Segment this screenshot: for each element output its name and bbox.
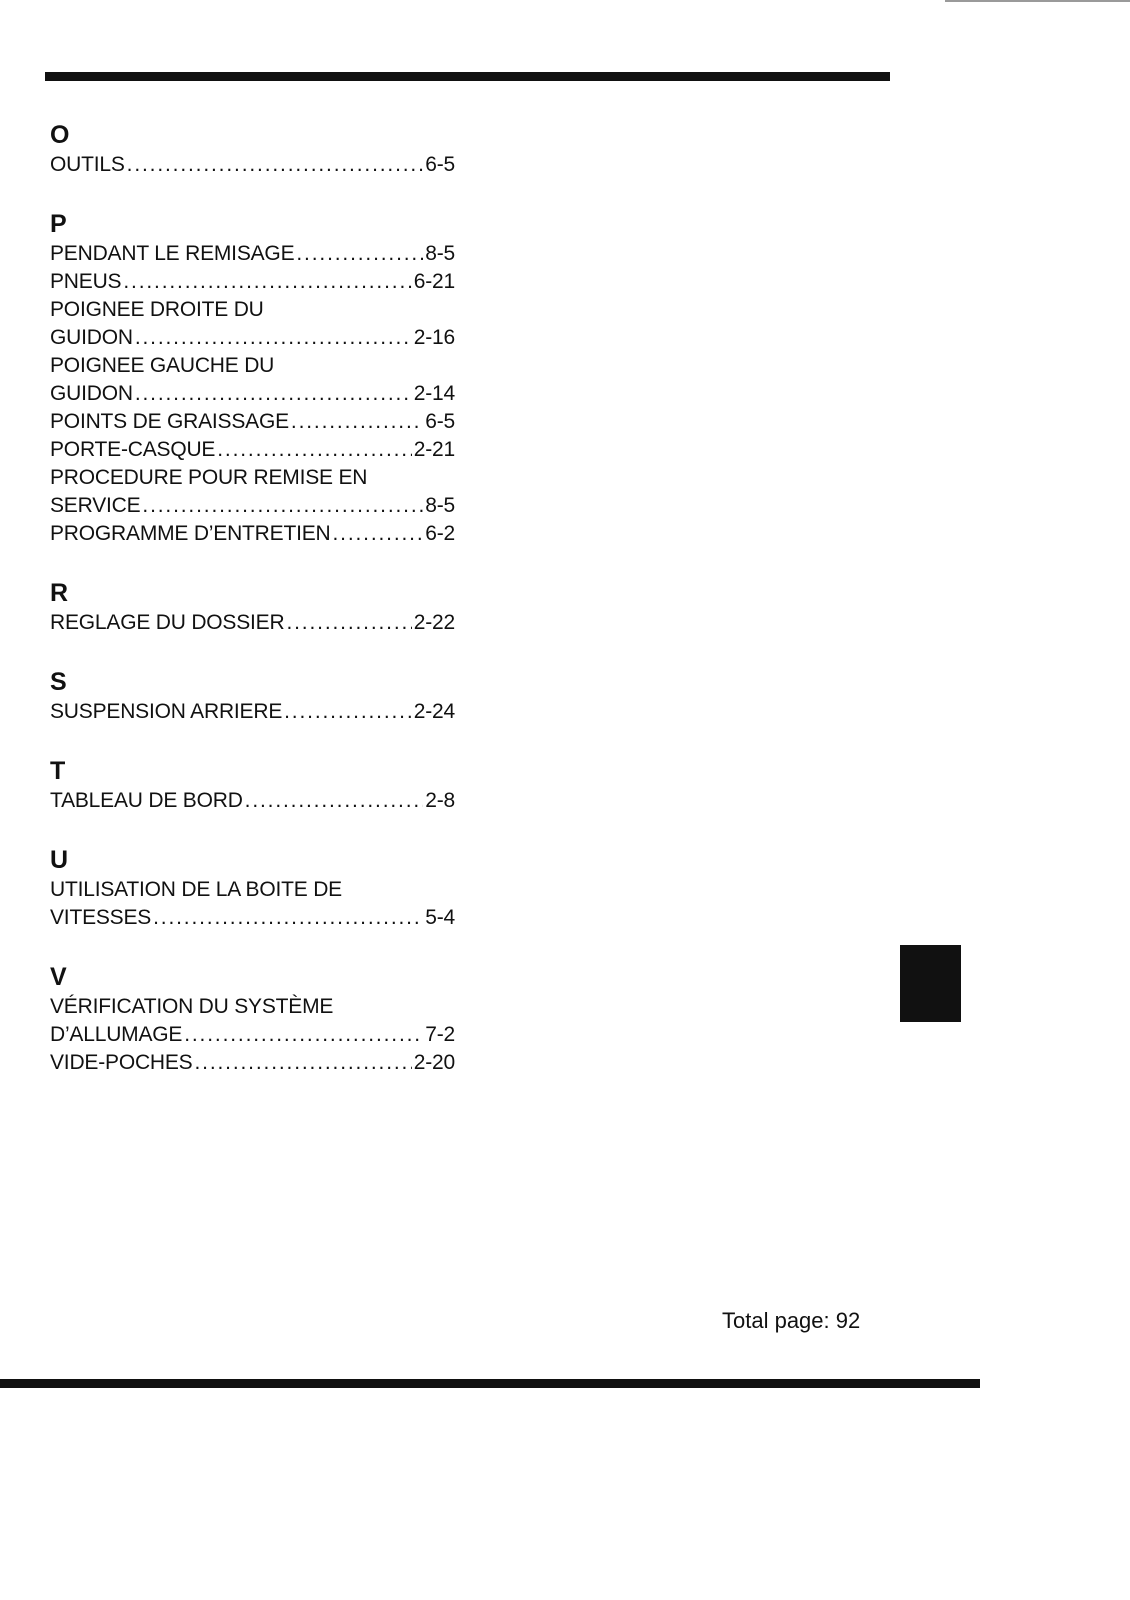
index-section [50, 844, 455, 932]
page-reference: 2-14 [413, 382, 455, 405]
page-reference: 6-21 [413, 270, 455, 293]
page-reference: 2-20 [413, 1051, 455, 1074]
page-reference: 2-8 [425, 789, 455, 812]
page-reference: 8-5 [425, 494, 455, 517]
entry-text: TABLEAU DE BORD [50, 789, 243, 812]
page-reference: 6-5 [425, 410, 455, 433]
dot-leader [284, 698, 412, 726]
entry-line [50, 151, 455, 179]
chapter-thumb-tab [900, 945, 961, 1022]
index-entry [50, 609, 455, 637]
entry-text: SERVICE [50, 494, 141, 517]
index-entry [50, 352, 455, 408]
dot-leader [127, 151, 424, 179]
index-entry [50, 296, 455, 352]
entry-line [50, 268, 455, 296]
page-reference: 5-4 [425, 906, 455, 929]
index-entry [50, 436, 455, 464]
page-reference: 6-5 [425, 153, 455, 176]
index-entry [50, 876, 455, 932]
dot-leader [332, 520, 423, 548]
dot-leader [153, 904, 423, 932]
entry-text: OUTILS [50, 153, 125, 176]
entry-text: VITESSES [50, 906, 152, 929]
dot-leader [142, 492, 423, 520]
index-entry [50, 1049, 455, 1077]
index-entry [50, 240, 455, 268]
corner-scan-mark [945, 0, 1130, 2]
section-letter: S [50, 668, 67, 696]
entry-line [50, 1021, 455, 1049]
entry-line [50, 520, 455, 548]
entry-text: GUIDON [50, 326, 133, 349]
index-section [50, 666, 455, 726]
dot-leader [245, 787, 424, 815]
index-entry [50, 408, 455, 436]
entry-line [50, 609, 455, 637]
entry-line [50, 492, 455, 520]
entry-line [50, 324, 455, 352]
entry-text: VIDE-POCHES [50, 1051, 193, 1074]
entry-text: PROGRAMME D’ENTRETIEN [50, 522, 331, 545]
entry-line [50, 408, 455, 436]
dot-leader [286, 609, 411, 637]
total-page-count: Total page: 92 [722, 1308, 861, 1333]
entry-text: REGLAGE DU DOSSIER [50, 611, 285, 634]
section-letter: V [50, 963, 67, 991]
entry-text: POINTS DE GRAISSAGE [50, 410, 289, 433]
index-entry [50, 151, 455, 179]
entry-text: PENDANT LE REMISAGE [50, 242, 295, 265]
entry-text: PNEUS [50, 270, 122, 293]
dot-leader [123, 268, 411, 296]
entry-text: PORTE-CASQUE [50, 438, 216, 461]
section-letter: T [50, 757, 66, 785]
page-reference: 2-16 [413, 326, 455, 349]
entry-line [50, 904, 455, 932]
entry-line [50, 787, 455, 815]
entry-text: UTILISATION DE LA BOITE DE [50, 878, 342, 901]
index-entry [50, 787, 455, 815]
dot-leader [291, 408, 423, 436]
index-entry [50, 268, 455, 296]
entry-line [50, 380, 455, 408]
index-entry [50, 464, 455, 520]
index-entry [50, 698, 455, 726]
entry-text: PROCEDURE POUR REMISE EN [50, 466, 368, 489]
entry-line [50, 436, 455, 464]
dot-leader [195, 1049, 412, 1077]
index-section [50, 755, 455, 815]
section-letter: P [50, 210, 67, 238]
top-rule [45, 72, 890, 81]
dot-leader [296, 240, 423, 268]
entry-text: VÉRIFICATION DU SYSTÈME [50, 995, 334, 1018]
page-reference: 7-2 [425, 1023, 455, 1046]
entry-line [50, 240, 455, 268]
dot-leader [135, 324, 412, 352]
entry-text: D’ALLUMAGE [50, 1023, 183, 1046]
entry-text: POIGNEE DROITE DU [50, 298, 264, 321]
index-section [50, 961, 455, 1077]
entry-line [50, 1049, 455, 1077]
page-reference: 6-2 [425, 522, 455, 545]
entry-line [50, 698, 455, 726]
index-entry [50, 520, 455, 548]
index-section [50, 577, 455, 637]
bottom-rule [0, 1379, 980, 1388]
section-letter: O [50, 121, 70, 149]
section-letter: U [50, 846, 69, 874]
entry-text: SUSPENSION ARRIERE [50, 700, 283, 723]
page-reference: 8-5 [425, 242, 455, 265]
index-section [50, 208, 455, 548]
dot-leader [135, 380, 412, 408]
dot-leader [217, 436, 412, 464]
section-letter: R [50, 579, 69, 607]
index-entry [50, 993, 455, 1049]
alphabetical-index [50, 119, 455, 1106]
entry-text: GUIDON [50, 382, 133, 405]
page-reference: 2-24 [413, 700, 455, 723]
page-reference: 2-22 [413, 611, 455, 634]
dot-leader [184, 1021, 423, 1049]
entry-text: POIGNEE GAUCHE DU [50, 354, 275, 377]
index-section [50, 119, 455, 179]
page-reference: 2-21 [413, 438, 455, 461]
